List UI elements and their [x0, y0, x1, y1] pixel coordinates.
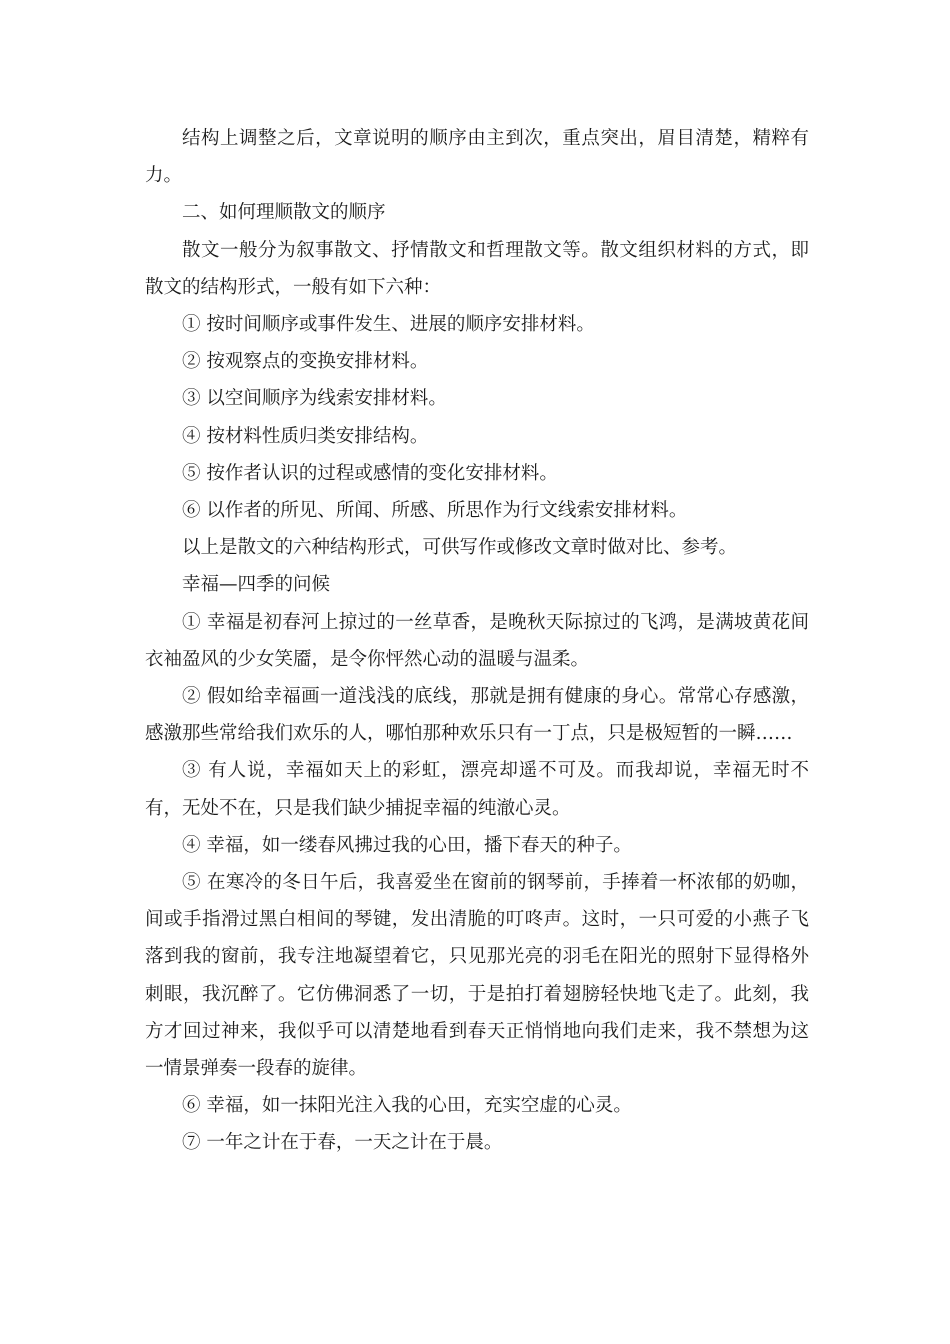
- essay-paragraph: ③ 有人说，幸福如天上的彩虹，漂亮却遥不可及。而我却说，幸福无时不有，无处不在，只是我们缺少捕捉幸福的纯澈心灵。: [145, 760, 809, 819]
- list-item: ① 按时间顺序或事件发生、进展的顺序安排材料。: [182, 314, 595, 336]
- essay-title: 幸福—四季的问候: [182, 574, 331, 596]
- essay-paragraph: ⑤ 在寒冷的冬日午后，我喜爱坐在窗前的钢琴前，手捧着一杯浓郁的奶咖，间或手指滑过黑白相间的琴键，发出清脆的叮咚声。这时，一只可爱的小燕子飞落到我的窗前，我专注地凝望着它，只见那光亮的羽毛在阳光的照射下显得格外刺眼，我沉醉了。它仿佛洞悉了一切，于是拍打着翅膀轻快地飞走了。此刻，我方才回过神来，我似乎可以清楚地看到春天正悄悄地向我们走来，我不禁想为这一情景弹奏一段春的旋律。: [145, 872, 809, 1080]
- list-item: ③ 以空间顺序为线索安排材料。: [182, 388, 447, 410]
- paragraph: 结构上调整之后，文章说明的顺序由主到次，重点突出，眉目清楚，精粹有力。: [145, 128, 809, 187]
- list-item: ② 按观察点的变换安排材料。: [182, 351, 429, 373]
- list-item: ⑤ 按作者认识的过程或感情的变化安排材料。: [182, 462, 558, 484]
- list-item: ⑥ 以作者的所见、所闻、所感、所思作为行文线索安排材料。: [182, 500, 688, 522]
- essay-paragraph: ④ 幸福，如一缕春风拂过我的心田，播下春天的种子。: [182, 834, 632, 856]
- essay-paragraph: ⑦ 一年之计在于春，一天之计在于晨。: [182, 1132, 503, 1154]
- paragraph: 散文一般分为叙事散文、抒情散文和哲理散文等。散文组织材料的方式，即散文的结构形式，一般有如下六种：: [145, 239, 809, 298]
- list-item: ④ 按材料性质归类安排结构。: [182, 425, 429, 447]
- paragraph: 以上是散文的六种结构形式，可供写作或修改文章时做对比、参考。: [182, 537, 738, 559]
- document-body: [145, 120, 809, 1162]
- essay-paragraph: ① 幸福是初春河上掠过的一丝草香，是晚秋天际掠过的飞鸿，是满坡黄花间衣袖盈风的少女笑靥，是令你怦然心动的温暖与温柔。: [145, 611, 809, 670]
- essay-paragraph: ⑥ 幸福，如一抹阳光注入我的心田，充实空虚的心灵。: [182, 1095, 632, 1117]
- section-heading: 二、如何理顺散文的顺序: [182, 202, 386, 224]
- essay-paragraph: ② 假如给幸福画一道浅浅的底线，那就是拥有健康的身心。常常心存感激，感激那些常给我们欢乐的人，哪怕那种欢乐只有一丁点，只是极短暂的一瞬……: [145, 686, 809, 745]
